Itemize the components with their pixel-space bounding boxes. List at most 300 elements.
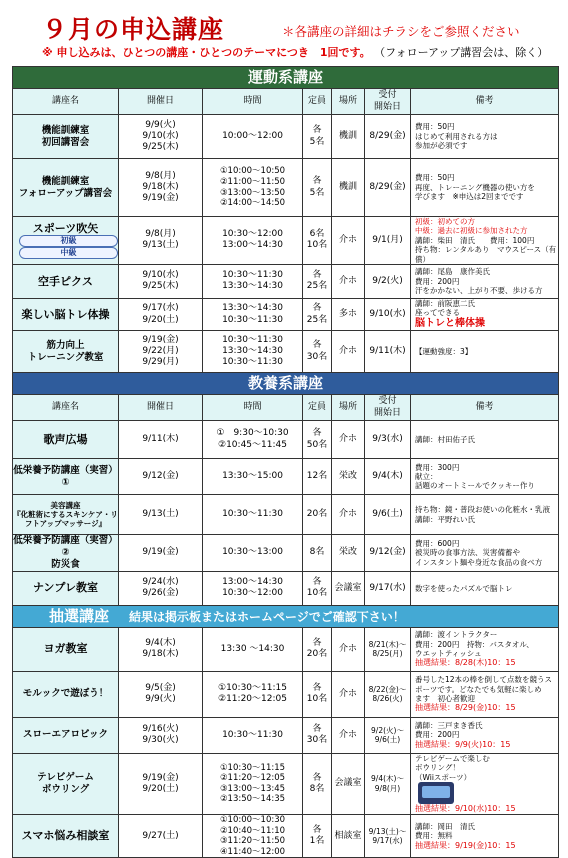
course-row: [13, 217, 559, 265]
remark-line: 費用：600円: [415, 538, 460, 548]
course-name-line: ボウリング: [41, 783, 90, 795]
course-times: [203, 671, 303, 717]
course-accept: [365, 264, 411, 298]
course-accept: [365, 331, 411, 373]
course-accept-line: 8/25(月): [372, 649, 403, 659]
course-time: ②14:00～14:50: [219, 198, 286, 209]
course-accept-line: 9/3(水): [372, 434, 403, 444]
course-accept-line: 8/29(金): [369, 181, 406, 192]
course-name-line: 美容講座: [50, 500, 81, 510]
course-capacity: [303, 264, 332, 298]
course-remarks: [411, 627, 559, 671]
course-remarks: [411, 571, 559, 605]
course-name-line: 初回講習会: [41, 136, 90, 148]
course-accept-line: 8/22(金)～: [368, 684, 407, 694]
course-dates: [119, 331, 203, 373]
header-place: 場所: [332, 395, 365, 421]
course-row: [13, 571, 559, 605]
course-place: 多ホ: [332, 298, 365, 330]
course-accept-line: 9/2(火)～: [371, 725, 404, 735]
course-times: [203, 459, 303, 495]
notice-black: （フォローアップ講習会は、除く）: [374, 46, 549, 59]
page-subtitle: ＊各講座の詳細はチラシをご参照ください: [282, 24, 520, 39]
course-dates: [119, 421, 203, 459]
course-remarks: [411, 459, 559, 495]
course-accept: [365, 159, 411, 217]
course-name-line: スローエアロビック: [22, 729, 109, 741]
course-remarks: [411, 298, 559, 330]
remark-line: ウエットティッシュ: [415, 648, 482, 658]
course-capacity-line: 50名: [306, 439, 328, 450]
course-time: 13:00～14:30: [222, 240, 283, 251]
course-time: ③13:00～13:50: [219, 187, 286, 198]
course-name: [13, 814, 119, 858]
header-date: 開催日: [119, 89, 203, 115]
course-capacity-line: 25名: [306, 281, 328, 292]
schedule-sheet: [12, 66, 558, 858]
course-time: ③11:20～11:50: [219, 836, 286, 847]
section-sports: [13, 67, 559, 89]
course-name: [13, 753, 119, 814]
course-accept: [365, 298, 411, 330]
course-time: 10:30～11:30: [222, 509, 283, 519]
column-header-row: [13, 89, 559, 115]
header-capacity: 定員: [303, 395, 332, 421]
course-accept-line: 9/4(木)～: [371, 774, 404, 784]
course-name: [13, 459, 119, 495]
course-remarks: [411, 753, 559, 814]
course-place: 栄改: [332, 535, 365, 572]
lottery-result: 抽選結果：9/19(金)10：15: [415, 840, 516, 850]
course-row: [13, 535, 559, 572]
course-times: [203, 115, 303, 159]
course-capacity: [303, 717, 332, 753]
remark-line: 費用：200円: [415, 730, 460, 740]
lottery-result: 抽選結果：9/9(火)10：15: [415, 739, 511, 749]
course-capacity-line: 各: [312, 824, 322, 835]
course-name: [13, 627, 119, 671]
remark-line: 汗をかかない、上がり不要、歩ける方: [415, 286, 543, 296]
course-capacity: [303, 627, 332, 671]
course-name: [13, 217, 119, 265]
course-capacity-line: 各: [312, 638, 322, 648]
course-date: 9/22(月): [142, 346, 179, 356]
course-date: 9/12(金): [142, 471, 179, 481]
course-dates: [119, 264, 203, 298]
remark-line: 講師：渡イントラクター: [415, 630, 498, 640]
course-accept-line: 9/6(土): [372, 509, 403, 519]
remark-line: 被災時の食事方法、災害備蓄や: [415, 548, 520, 558]
course-date: 9/8(月): [145, 170, 176, 181]
course-row: [13, 264, 559, 298]
course-capacity-value: 6名: [309, 229, 325, 240]
course-dates: [119, 535, 203, 572]
schedule-table: [12, 66, 559, 858]
remark-line: 学びます ※申込は2回までです: [415, 192, 524, 202]
remark-line: 講師：尾島 康作美氏: [415, 267, 490, 277]
course-date: 9/26(金): [142, 588, 179, 599]
remark-line: 数字を使ったパズルで脳トレ: [415, 583, 513, 593]
course-capacity-line: 各: [312, 428, 322, 439]
remark-line: 講師：平野れい氏: [415, 514, 475, 524]
course-date: 9/16(火): [142, 724, 179, 734]
header-name: 講座名: [13, 89, 119, 115]
remark-line: 初級：初めての方: [415, 217, 475, 226]
course-place: 相談室: [332, 814, 365, 858]
header-remarks: 備考: [411, 89, 559, 115]
course-dates: [119, 671, 203, 717]
course-time: 13:30～14:30: [222, 346, 283, 356]
lottery-result: 抽選結果：8/28(木)10：15: [415, 658, 516, 668]
course-capacity-value: 10名: [306, 240, 328, 251]
course-name: [13, 671, 119, 717]
course-accept: [365, 571, 411, 605]
course-place: 介ホ: [332, 331, 365, 373]
remark-line: インスタント麺や身近な食品の食べ方: [415, 557, 543, 567]
course-dates: [119, 159, 203, 217]
remark-line: 費用：無料: [415, 831, 453, 841]
course-times: [203, 159, 303, 217]
course-time: ①10:00～10:30: [219, 814, 286, 825]
course-times: [203, 331, 303, 373]
course-capacity-line: 各: [312, 340, 322, 351]
course-dates: [119, 495, 203, 535]
course-accept-line: 8/29(金): [369, 130, 406, 141]
course-name-line: ヨガ教室: [43, 642, 88, 656]
course-capacity: [303, 535, 332, 572]
course-date: 9/9(火): [145, 694, 176, 705]
course-time: ②11:00～11:50: [219, 176, 286, 187]
course-row: [13, 459, 559, 495]
course-accept: [365, 753, 411, 814]
course-times: [203, 217, 303, 265]
remark-line: はじめて利用される方は: [415, 131, 498, 141]
course-date: 9/13(土): [142, 240, 179, 251]
course-accept-line: 9/2(火): [372, 275, 403, 286]
remark-line: 持ち物：レンタルあり マウスピース（有償）: [415, 245, 557, 264]
course-date: 9/20(土): [142, 314, 179, 325]
course-time: 10:30～11:30: [222, 729, 283, 740]
course-row: [13, 331, 559, 373]
section-culture-title: 教養系講座: [247, 374, 323, 393]
course-capacity-line: 8名: [309, 547, 325, 558]
course-place: 介ホ: [332, 717, 365, 753]
course-place: 介ホ: [332, 421, 365, 459]
header-place: 場所: [332, 89, 365, 115]
course-time: 10:00～12:00: [222, 130, 283, 141]
header-date: 開催日: [119, 395, 203, 421]
course-capacity: [303, 459, 332, 495]
course-place: 介ホ: [332, 671, 365, 717]
course-time: 13:30～15:00: [222, 471, 283, 481]
course-place: 会議室: [332, 571, 365, 605]
section-lottery-note: 結果は掲示板またはホームページでご確認下さい！: [129, 609, 405, 624]
course-time: ②11:20～12:05: [219, 773, 286, 784]
course-remarks: [411, 495, 559, 535]
course-accept-line: 9/8(月): [374, 783, 401, 793]
course-name-line: 低栄養予防講座（実習）②: [13, 535, 118, 558]
course-capacity-line: 10名: [306, 694, 328, 705]
course-name-line: モルックで遊ぼう！: [22, 688, 109, 700]
course-time: 13:00～14:30: [222, 577, 283, 587]
course-accept: [365, 671, 411, 717]
course-remarks: [411, 264, 559, 298]
course-capacity-line: 各: [312, 724, 322, 734]
course-dates: [119, 814, 203, 858]
header-time: 時間: [203, 89, 303, 115]
header-accept-line1: 受付: [378, 396, 397, 407]
course-remarks: [411, 217, 559, 265]
remark-line: 参加が必須です: [415, 141, 468, 151]
remark-line: 費用：200円: [415, 276, 460, 286]
bowling-tv-icon: [418, 782, 454, 804]
course-row: [13, 495, 559, 535]
remark-line: 【運動強度：3】: [415, 346, 473, 356]
course-time: ②13:50～14:35: [219, 794, 286, 805]
course-accept-line: 9/17(水): [369, 582, 406, 593]
course-capacity-line: 各: [312, 577, 322, 587]
section-lottery-title: 抽選講座: [49, 606, 110, 625]
course-time: 13:30 ～14:30: [220, 643, 285, 654]
course-name: [13, 264, 119, 298]
course-capacity: [303, 814, 332, 858]
course-capacity: [303, 159, 332, 217]
remark-line: ます 初心者歓迎: [415, 693, 475, 703]
course-date: 9/29(月): [142, 357, 179, 368]
course-time: 10:30～11:30: [222, 334, 283, 345]
course-capacity-line: 各: [312, 125, 322, 136]
course-name-line: フォローアップ講習会: [18, 187, 113, 199]
course-name-line: 『化粧術にするスキンケア・リフトアップマッサージ』: [13, 509, 118, 529]
course-accept: [365, 115, 411, 159]
remark-line: 講師：村田佑子氏: [415, 434, 475, 444]
course-remarks: [411, 814, 559, 858]
course-date: 9/9(火): [145, 119, 176, 130]
course-name-line: 筋力向上: [46, 339, 85, 351]
course-time: ③13:00～13:45: [219, 783, 286, 794]
course-times: [203, 495, 303, 535]
course-date: 9/19(金): [142, 193, 179, 204]
course-date: 9/18(木): [142, 181, 179, 192]
course-dates: [119, 459, 203, 495]
course-capacity: [303, 217, 332, 265]
course-name-line: 歌声広場: [43, 432, 88, 446]
course-name-line: 楽しい脳トレ体操: [21, 307, 110, 321]
remark-line: 講師：柴田 清氏 費用：100円: [415, 235, 535, 245]
course-remarks: [411, 535, 559, 572]
course-capacity-line: 8名: [309, 783, 325, 794]
course-date: 9/13(土): [142, 509, 179, 519]
remark-line: 費用：300円: [415, 462, 460, 472]
course-date: 9/19(金): [142, 772, 179, 783]
header-accept-line1: 受付: [378, 90, 397, 101]
course-capacity-line: 25名: [306, 314, 328, 325]
notice-red: ※ 申し込みは、ひとつの講座・ひとつのテーマにつき 1回です。: [42, 46, 371, 59]
course-date: 9/27(土): [142, 830, 179, 841]
course-capacity: [303, 753, 332, 814]
course-times: [203, 753, 303, 814]
course-date: 9/4(木): [145, 638, 176, 648]
course-capacity: [303, 571, 332, 605]
course-name: [13, 717, 119, 753]
remark-line: 費用：50円: [415, 122, 455, 132]
remark-line: ボウリング！: [415, 763, 460, 773]
course-capacity-line: 30名: [306, 351, 328, 362]
course-remarks: [411, 159, 559, 217]
course-accept: [365, 421, 411, 459]
course-name-line: スポーツ吹矢: [32, 221, 99, 235]
course-capacity: [303, 298, 332, 330]
course-accept: [365, 717, 411, 753]
course-date: 9/17(水): [142, 303, 179, 314]
remark-line: 中級：過去に初級に参加された方: [415, 226, 528, 236]
course-times: [203, 571, 303, 605]
course-date: 9/8(月): [145, 229, 176, 240]
course-dates: [119, 627, 203, 671]
level-badge: 初級: [19, 235, 118, 247]
remark-line: 座ってできる: [415, 308, 460, 318]
course-capacity-line: 30名: [306, 735, 328, 746]
course-date: 9/19(金): [142, 334, 179, 345]
course-name-line: 空手ピクス: [38, 274, 93, 288]
course-date: 9/10(水): [142, 270, 179, 281]
course-remarks: [411, 331, 559, 373]
course-row: [13, 814, 559, 858]
course-date: 9/20(土): [142, 783, 179, 794]
course-name: [13, 495, 119, 535]
course-accept-line: 9/6(土): [374, 735, 401, 745]
course-times: [203, 264, 303, 298]
remark-line: （Wiiスポーツ）: [415, 772, 472, 782]
section-lottery-row: [13, 605, 559, 627]
notice: [42, 44, 548, 60]
course-name: [13, 115, 119, 159]
section-sports-row: [13, 67, 559, 89]
course-time: 10:30～12:00: [222, 588, 283, 599]
header-accept-line2: 開始日: [373, 101, 401, 112]
course-time: 10:30～12:00: [222, 229, 283, 240]
course-date: 9/18(木): [142, 649, 179, 660]
course-times: [203, 298, 303, 330]
header-accept: [365, 395, 411, 421]
remark-line: テレビゲームで楽しむ: [415, 753, 490, 763]
remark-line: 講師：三戸まき香氏: [415, 720, 483, 730]
remark-line: ポーツです。どなたでも気軽に楽しめ: [415, 684, 542, 694]
course-name-line: 防災食: [51, 558, 80, 570]
course-time: 10:30～11:30: [222, 314, 283, 325]
column-header-row: [13, 395, 559, 421]
section-culture: [13, 373, 559, 395]
course-accept: [365, 627, 411, 671]
lottery-result: 抽選結果：8/29(金)10：15: [415, 703, 516, 713]
course-name-line: ナンプレ教室: [32, 581, 98, 595]
course-name: [13, 571, 119, 605]
course-time: 13:30～14:30: [222, 303, 283, 314]
course-place: 会議室: [332, 753, 365, 814]
course-remarks: [411, 717, 559, 753]
course-name-line: 低栄養予防講座（実習）①: [13, 464, 118, 488]
course-accept-line: 9/12(金): [369, 547, 406, 558]
course-capacity-line: 12名: [306, 471, 328, 481]
course-date: 9/24(水): [142, 577, 179, 587]
remark-line: 講師：前阪恵二氏: [415, 298, 475, 308]
course-place: 介ホ: [332, 495, 365, 535]
course-time: ④11:40～12:00: [219, 846, 286, 857]
course-capacity-line: 各: [312, 683, 322, 693]
remark-line: 番号した12本の棒を倒して点数を競うス: [415, 675, 553, 685]
header-name: 講座名: [13, 395, 119, 421]
course-accept: [365, 495, 411, 535]
remark-line: 費用：200円 持物：バスタオル、: [415, 639, 534, 649]
course-times: [203, 717, 303, 753]
course-capacity-line: 各: [312, 270, 322, 281]
remark-line: 献立：: [415, 471, 438, 481]
course-accept-line: 9/10(水): [369, 308, 406, 319]
header-capacity: 定員: [303, 89, 332, 115]
course-remarks: [411, 671, 559, 717]
course-place: 介ホ: [332, 264, 365, 298]
course-row: [13, 627, 559, 671]
course-times: [203, 627, 303, 671]
course-name: [13, 421, 119, 459]
course-capacity-line: 各: [312, 303, 322, 314]
course-date: 9/25(木): [142, 142, 179, 153]
course-capacity-line: 各: [312, 772, 322, 783]
remark-line: 講師：岡田 清氏: [415, 821, 475, 831]
course-time: 10:30～13:00: [222, 547, 283, 558]
course-name: [13, 331, 119, 373]
course-date: 9/10(水): [142, 130, 179, 141]
course-capacity-line: 5名: [309, 136, 325, 147]
course-capacity-line: 5名: [309, 187, 325, 198]
course-time: ②10:40～11:10: [219, 825, 286, 836]
course-date: 9/11(木): [142, 434, 179, 444]
course-name: [13, 298, 119, 330]
course-place: 機訓: [332, 159, 365, 217]
course-time: 10:30～11:30: [222, 270, 283, 281]
course-place: 介ホ: [332, 627, 365, 671]
course-accept-line: 9/1(月): [372, 234, 403, 245]
course-name-line: 機能訓練室: [41, 124, 90, 136]
page-title: ９月の申込講座: [42, 15, 225, 44]
course-row: [13, 115, 559, 159]
course-accept: [365, 535, 411, 572]
course-name-line: 機能訓練室: [41, 175, 90, 187]
course-capacity: [303, 115, 332, 159]
course-time: 10:30～11:30: [222, 357, 283, 368]
course-date: 9/19(金): [142, 547, 179, 558]
course-capacity-line: 各: [312, 176, 322, 187]
course-date: 9/25(木): [142, 281, 179, 292]
course-dates: [119, 753, 203, 814]
course-place: 機訓: [332, 115, 365, 159]
course-accept-line: 9/11(木): [369, 346, 406, 356]
remark-line: 費用：50円: [415, 173, 455, 183]
course-dates: [119, 717, 203, 753]
course-name-line: スマホ悩み相談室: [21, 829, 110, 843]
level-badge: 中級: [19, 247, 118, 259]
course-time: ① 9:30～10:30: [216, 428, 289, 439]
course-name: [13, 159, 119, 217]
section-culture-row: [13, 373, 559, 395]
course-row: [13, 717, 559, 753]
course-time: ①10:30～11:15: [219, 762, 286, 773]
course-dates: [119, 571, 203, 605]
course-accept: [365, 459, 411, 495]
course-times: [203, 814, 303, 858]
course-times: [203, 421, 303, 459]
course-dates: [119, 298, 203, 330]
